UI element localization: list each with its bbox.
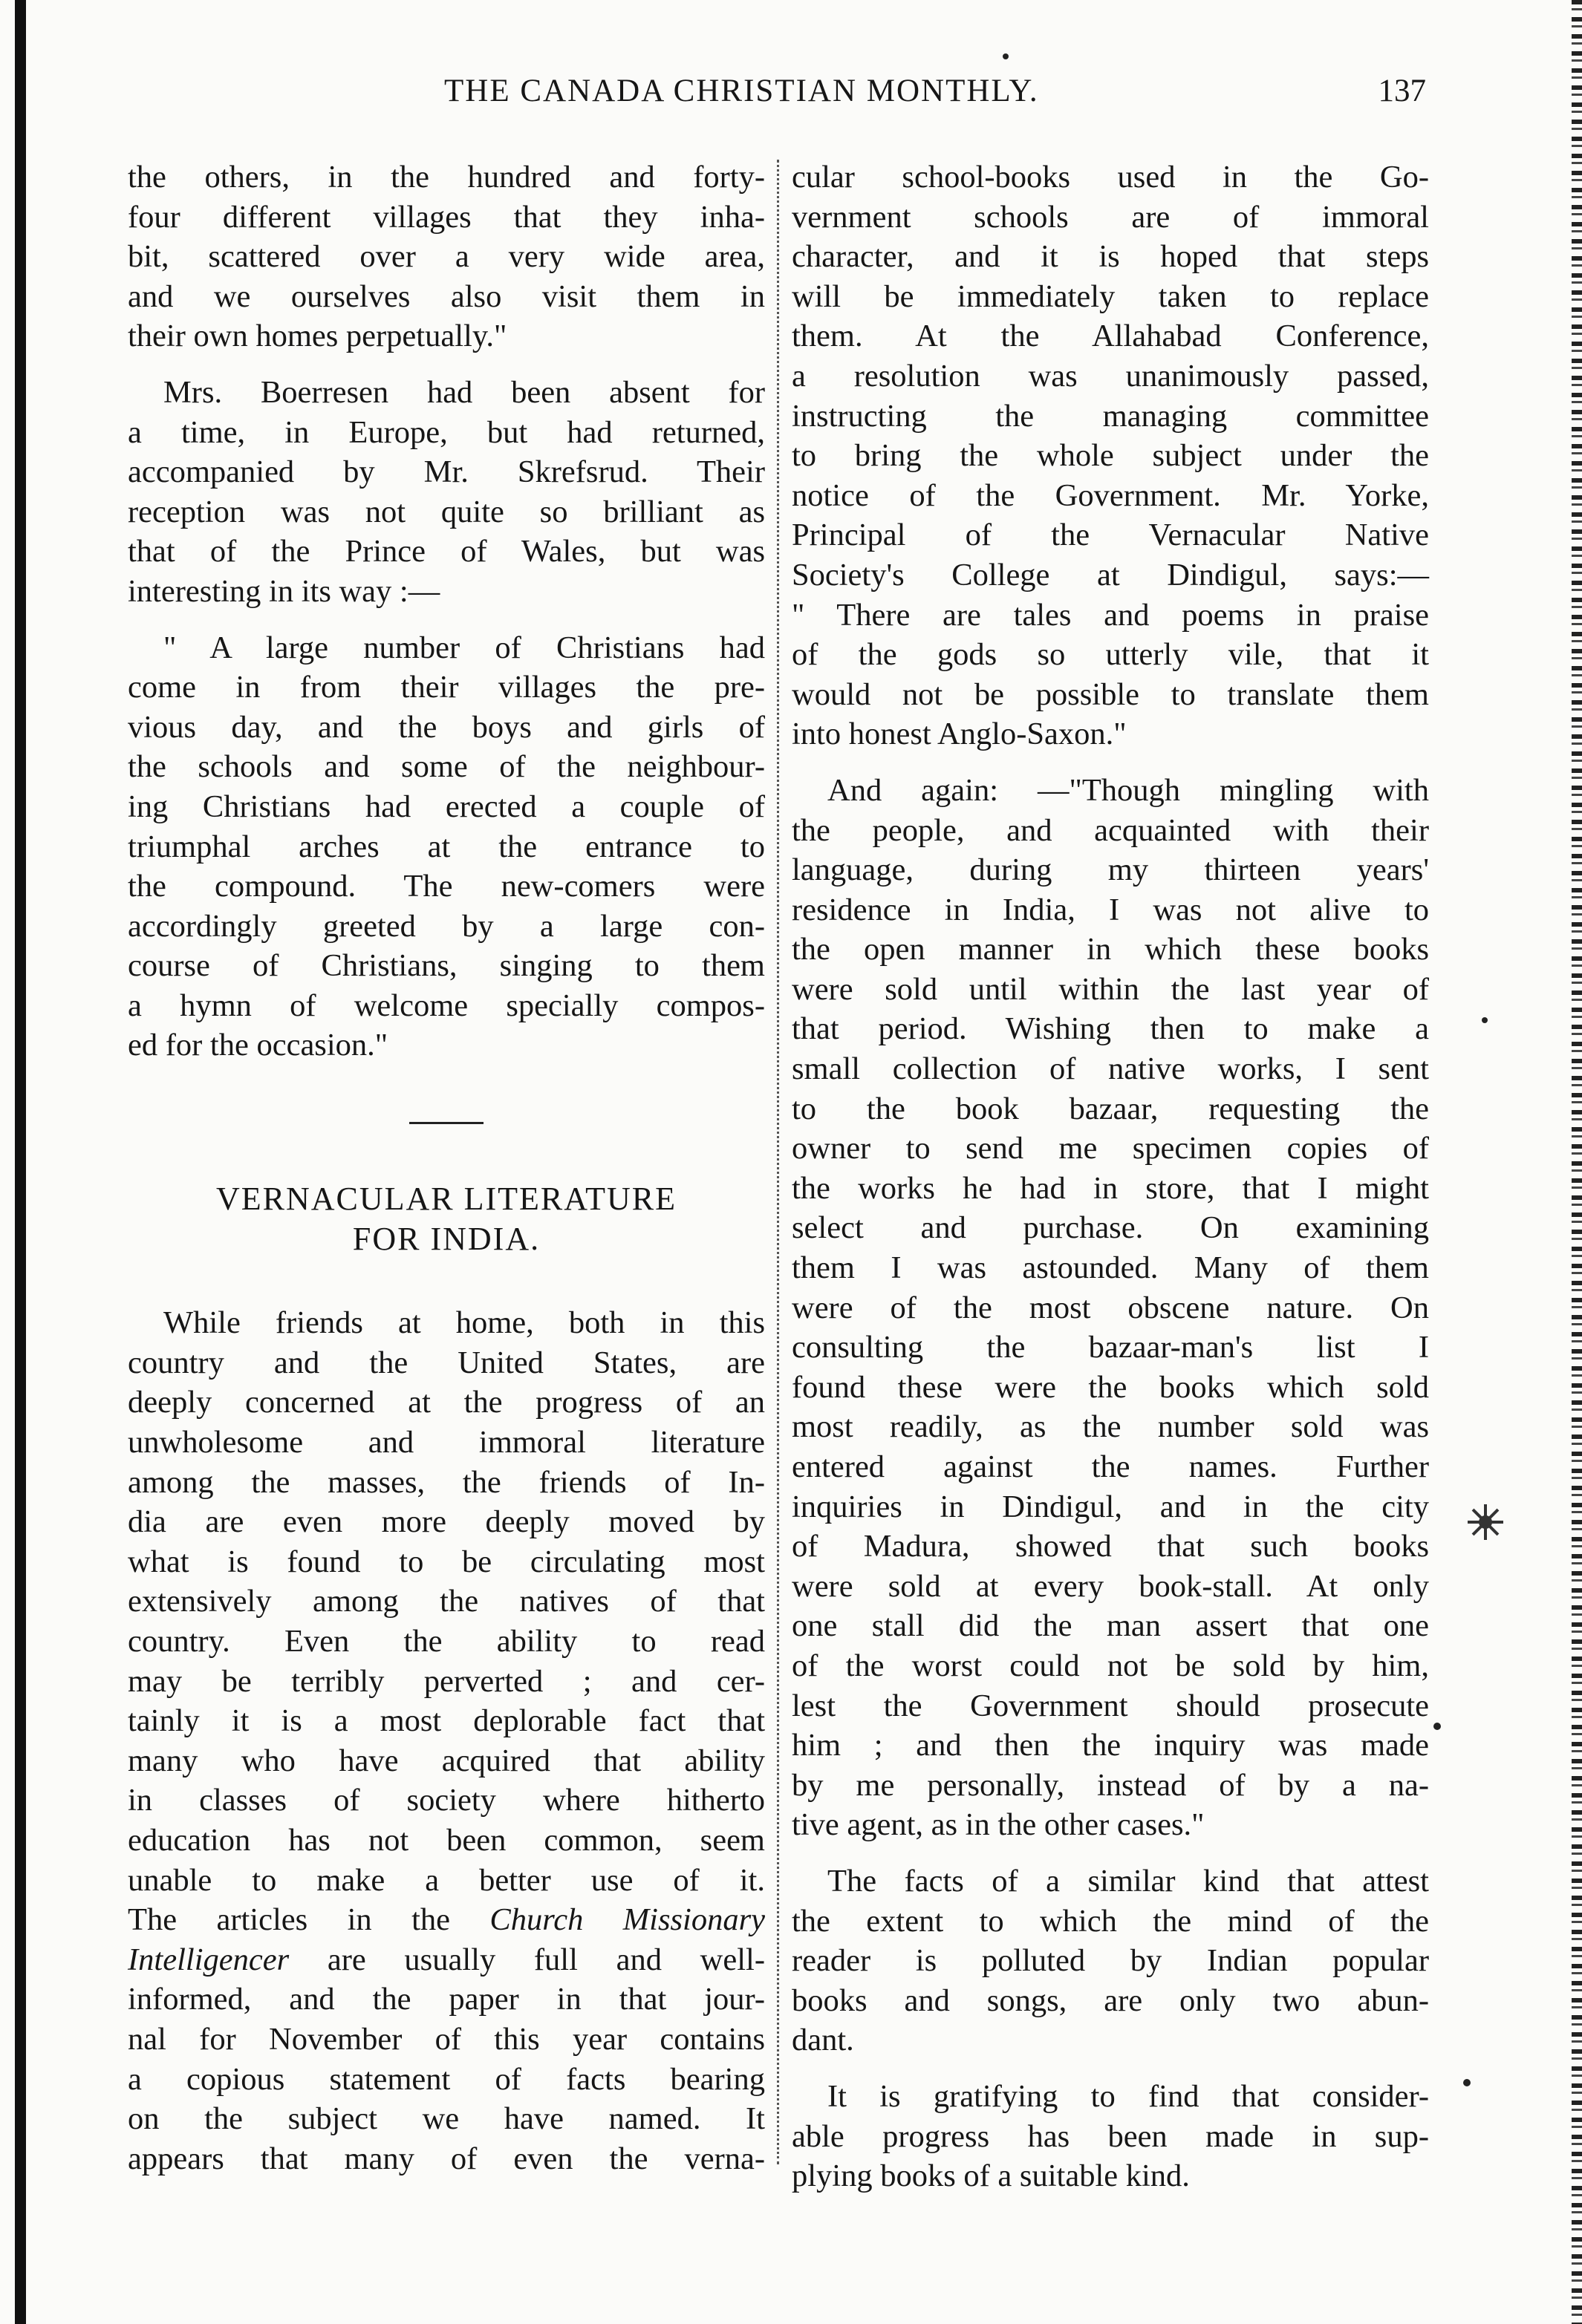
ink-speck (1463, 2079, 1471, 2086)
text-line: a resolution was unanimously passed, (792, 358, 1429, 394)
text-line: tive agent, as in the other cases." (792, 1807, 1205, 1843)
text-line: extensively among the natives of that (128, 1584, 765, 1619)
paragraph (128, 1303, 765, 2178)
text-line: come in from their villages the pre- (128, 670, 765, 705)
text-line: appears that many of even the verna- (128, 2141, 765, 2176)
section-title: FOR INDIA. (352, 1220, 541, 1257)
text-line: into honest Anglo-Saxon." (792, 717, 1127, 752)
text-line: found these were the books which sold (792, 1369, 1429, 1405)
text-line: country and the United States, are (128, 1345, 765, 1380)
text-line: unable to make a better use of it. (128, 1862, 765, 1898)
text-line: cular school-books used in the Go- (792, 160, 1429, 195)
section-title: VERNACULAR LITERATURE (215, 1181, 677, 1218)
text-line: the compound. The new-comers were (128, 869, 765, 904)
text-line: unwholesome and immoral literature (128, 1425, 765, 1460)
text-line: able progress has been made in sup- (792, 2118, 1429, 2154)
text-line: lest the Government should prosecute (792, 1688, 1429, 1723)
text-line: ing Christians had erected a couple of (128, 789, 765, 824)
text-line: education has not been common, seem (128, 1822, 765, 1858)
text-line: a hymn of welcome specially compos- (128, 988, 765, 1023)
text-line: the schools and some of the neighbour- (128, 749, 765, 785)
paragraph (128, 373, 765, 612)
text-line: what is found to be circulating most (128, 1544, 765, 1579)
text-line (128, 1940, 765, 1980)
text-line: accompanied by Mr. Skrefsrud. Their (128, 454, 765, 490)
text-line: reader is polluted by Indian popular (792, 1943, 1429, 1979)
text-line: on the subject we have named. It (128, 2101, 765, 2137)
text-line: owner to send me specimen copies of (792, 1131, 1429, 1166)
text-line: that period. Wishing then to make a (792, 1011, 1429, 1047)
text-line: Society's College at Dindigul, says:— (792, 557, 1429, 593)
text-line: ed for the occasion." (128, 1028, 388, 1063)
text-line: were sold at every book-stall. At only (792, 1568, 1429, 1604)
text-line: four different villages that they inha- (128, 199, 765, 235)
text-line: a copious statement of facts bearing (128, 2061, 765, 2097)
text-line: them. At the Allahabad Conference, (792, 319, 1429, 354)
ink-speck (1482, 1017, 1488, 1023)
text-line: select and purchase. On examining (792, 1210, 1429, 1246)
text-line: consulting the bazaar-man's list I (792, 1330, 1429, 1365)
text-line: the extent to which the mind of the (792, 1903, 1429, 1939)
ink-speck (1433, 1723, 1441, 1730)
page-header (134, 73, 1426, 125)
text-line: language, during my thirteen years' (792, 852, 1429, 888)
paragraph (128, 157, 765, 356)
paragraph (792, 157, 1429, 754)
text-line: residence in India, I was not alive to (792, 892, 1429, 927)
journal-title: Intelligencer (128, 1942, 290, 1977)
text-line: vernment schools are of immoral (792, 199, 1429, 235)
paragraph (792, 771, 1429, 1845)
text-line: interesting in its way :— (128, 573, 440, 609)
text-line: While friends at home, both in this (163, 1305, 765, 1341)
ink-blot-icon (1463, 1500, 1508, 1544)
left-column (128, 157, 765, 2178)
text-line: may be terribly perverted ; and cer- (128, 1663, 765, 1699)
text-line: small collection of native works, I sent (792, 1051, 1429, 1087)
text-line (128, 1900, 765, 1940)
text-line: to the book bazaar, requesting the (792, 1091, 1429, 1126)
text-line: their own homes perpetually." (128, 319, 507, 354)
text-line: accordingly greeted by a large con- (128, 908, 765, 944)
text-line: triumphal arches at the entrance to (128, 829, 765, 864)
text-line: would not be possible to translate them (792, 676, 1429, 712)
binding-edge (15, 0, 26, 2324)
text-line: It is gratifying to find that consider- (827, 2078, 1429, 2114)
text-line: most readily, as the number sold was (792, 1409, 1429, 1445)
text-line: the open manner in which these books (792, 932, 1429, 967)
text-line: entered against the names. Further (792, 1449, 1429, 1484)
text-run: The articles in the (128, 1902, 490, 1938)
text-line: inquiries in Dindigul, and in the city (792, 1489, 1429, 1524)
text-line: that of the Prince of Wales, but was (128, 534, 765, 569)
text-line: of the worst could not be sold by him, (792, 1648, 1429, 1683)
text-line: reception was not quite so brilliant as (128, 494, 765, 529)
text-line: one stall did the man assert that one (792, 1608, 1429, 1644)
text-line: by me personally, instead of by a na- (792, 1767, 1429, 1803)
text-line: the people, and acquainted with their (792, 812, 1429, 848)
page-number: 137 (1378, 74, 1426, 108)
text-line: notice of the Government. Mr. Yorke, (792, 477, 1429, 513)
text-line: of the gods so utterly vile, that it (792, 637, 1429, 673)
text-line: The facts of a similar kind that attest (827, 1863, 1429, 1899)
text-line: And again: —"Though mingling with (827, 772, 1429, 808)
text-line: were sold until within the last year of (792, 971, 1429, 1007)
text-line: and we ourselves also visit them in (128, 278, 765, 314)
text-line: will be immediately taken to replace (792, 278, 1429, 314)
text-line: among the masses, the friends of In- (128, 1464, 765, 1500)
text-line: deeply concerned at the progress of an (128, 1385, 765, 1420)
ink-speck (1003, 53, 1009, 59)
quotation (128, 628, 765, 1066)
text-line: plying books of a suitable kind. (792, 2158, 1190, 2194)
text-line: country. Even the ability to read (128, 1624, 765, 1659)
text-line: the others, in the hundred and forty- (128, 160, 765, 195)
text-line: character, and it is hoped that steps (792, 239, 1429, 275)
text-line: " A large number of Christians had (163, 630, 765, 665)
text-line: a time, in Europe, but had returned, (128, 414, 765, 450)
text-line: course of Christians, singing to them (128, 948, 765, 984)
text-line: nal for November of this year contains (128, 2021, 765, 2057)
right-column (792, 157, 1429, 2196)
text-line: " There are tales and poems in praise (792, 597, 1429, 633)
column-divider (777, 160, 779, 2164)
text-line: Principal of the Vernacular Native (792, 518, 1429, 553)
text-line: Mrs. Boerresen had been absent for (163, 374, 765, 410)
page-edge (1572, 0, 1582, 2324)
text-line: books and songs, are only two abun- (792, 1982, 1429, 2018)
text-line: dant. (792, 2023, 854, 2058)
journal-title: Church Missionary (489, 1902, 765, 1938)
text-line: tainly it is a most deplorable fact that (128, 1703, 765, 1739)
text-line: in classes of society where hitherto (128, 1783, 765, 1818)
text-line: bit, scattered over a very wide area, (128, 239, 765, 275)
text-line: instructing the managing committee (792, 398, 1429, 434)
text-line: informed, and the paper in that jour- (128, 1982, 765, 2017)
paragraph (792, 2077, 1429, 2196)
paragraph (792, 1861, 1429, 2060)
text-line: were of the most obscene nature. On (792, 1290, 1429, 1325)
text-line: to bring the whole subject under the (792, 438, 1429, 474)
running-title: THE CANADA CHRISTIAN MONTHLY. (444, 74, 1039, 108)
section-separator (409, 1122, 484, 1124)
text-line: many who have acquired that ability (128, 1743, 765, 1778)
text-line: vious day, and the boys and girls of (128, 709, 765, 745)
text-line: dia are even more deeply moved by (128, 1504, 765, 1540)
text-line: the works he had in store, that I might (792, 1170, 1429, 1206)
text-line: them I was astounded. Many of them (792, 1250, 1429, 1286)
text-line: of Madura, showed that such books (792, 1529, 1429, 1564)
text-line: him ; and then the inquiry was made (792, 1728, 1429, 1763)
text-run: are usually full and well- (289, 1942, 765, 1977)
